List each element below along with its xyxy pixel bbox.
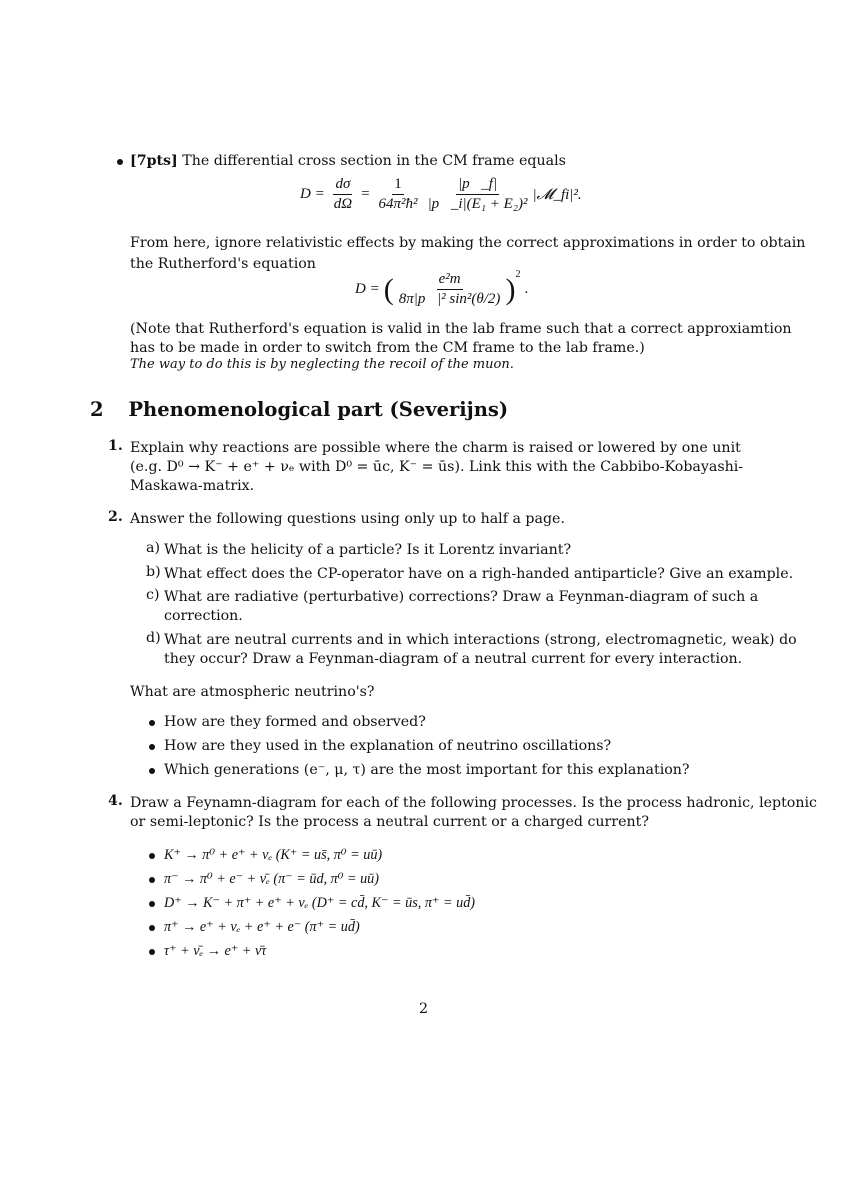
q1-number: 1. bbox=[108, 438, 123, 454]
eq2-left-paren: ( bbox=[383, 272, 394, 306]
q3-item: How are they formed and observed? bbox=[164, 714, 426, 730]
bullet bbox=[149, 901, 155, 907]
eq2-D: D = bbox=[355, 281, 380, 297]
eq1-one: 1 bbox=[392, 176, 404, 195]
q2d-line2: they occur? Draw a Feynman-diagram of a neutral current for every interaction. bbox=[164, 651, 743, 667]
cross-section-equation bbox=[300, 176, 582, 213]
q2c-line2: correction. bbox=[164, 608, 243, 624]
bullet bbox=[149, 925, 155, 931]
intro-line3: the Rutherford's equation bbox=[130, 256, 316, 272]
note-line1: (Note that Rutherford's equation is valid in the lab frame such that a correct approxiamtion bbox=[130, 321, 792, 337]
q3-item: Which generations (e⁻, μ, τ) are the most important for this explanation? bbox=[164, 762, 690, 778]
eq2-exponent: 2 bbox=[515, 269, 521, 280]
eq1-equals: = bbox=[361, 186, 370, 202]
q4-line2: or semi-leptonic? Is the process a neutral current or a charged current? bbox=[130, 814, 649, 830]
note-line3: The way to do this is by neglecting the recoil of the muon. bbox=[130, 357, 514, 372]
intro-line bbox=[130, 151, 566, 172]
points-tag: [7pts] bbox=[130, 153, 178, 169]
q1-line3: Maskawa-matrix. bbox=[130, 478, 255, 494]
eq1-pden: |p⃗_i|(E₁ + E₂)² bbox=[427, 196, 528, 212]
eq1-D: D = bbox=[300, 186, 325, 202]
bullet bbox=[149, 744, 155, 750]
section-number: 2 bbox=[90, 398, 104, 421]
q1-line2: (e.g. D⁰ → K⁻ + e⁺ + νₑ with D⁰ = ūc, K⁻ = ūs). Link this with the Cabbibo-Kobayashi- bbox=[130, 459, 744, 475]
eq1-prefactor-den: 64π²ħ² bbox=[378, 196, 418, 212]
eq1-prefactor bbox=[377, 176, 420, 213]
eq1-dsigma: dσ bbox=[333, 176, 352, 195]
q1-line1: Explain why reactions are possible where the charm is raised or lowered by one unit bbox=[130, 440, 741, 456]
bullet bbox=[149, 768, 155, 774]
eq1-dOmega: dΩ bbox=[333, 196, 353, 212]
intro-line2: From here, ignore relativistic effects by making the correct approximations in order to obtain bbox=[130, 235, 806, 251]
q2a-label: a) bbox=[146, 540, 160, 556]
intro-text: The differential cross section in the CM frame equals bbox=[177, 153, 566, 169]
eq2-dot: . bbox=[524, 281, 529, 297]
q2c-label: c) bbox=[146, 587, 160, 603]
q2-line1: Answer the following questions using only up to half a page. bbox=[130, 511, 565, 527]
process-item: π⁺ → e⁺ + νₑ + e⁺ + e⁻ (π⁺ = ud̄) bbox=[164, 919, 360, 935]
page-number: 2 bbox=[419, 1001, 429, 1017]
bullet bbox=[149, 949, 155, 955]
bullet bbox=[149, 720, 155, 726]
eq1-matrix-element: |𝓜_fi|². bbox=[532, 186, 582, 203]
q4-number: 4. bbox=[108, 793, 123, 809]
q3-line1: What are atmospheric neutrino's? bbox=[130, 684, 375, 700]
eq1-pf: |p⃗_f| bbox=[456, 176, 499, 195]
rutherford-equation bbox=[355, 271, 528, 308]
process-item: π⁻ → π⁰ + e⁻ + ν̄ₑ (π⁻ = ūd, π⁰ = uū) bbox=[164, 871, 380, 887]
q2b-text: What effect does the CP-operator have on a righ-handed antiparticle? Give an example. bbox=[164, 566, 794, 582]
eq1-dsigma-dOmega bbox=[332, 176, 354, 213]
eq2-den: 8π|p⃗|² sin²(θ/2) bbox=[398, 291, 501, 307]
q4-line1: Draw a Feynamn-diagram for each of the following processes. Is the process hadronic, leptonic bbox=[130, 795, 817, 811]
note-line2: has to be made in order to switch from the CM frame to the lab frame.) bbox=[130, 340, 645, 356]
section-title: Phenomenological part (Severijns) bbox=[128, 398, 509, 421]
section-heading bbox=[90, 398, 508, 421]
bullet bbox=[149, 853, 155, 859]
process-item: D⁺ → K⁻ + π⁺ + e⁺ + νₑ (D⁺ = cd̄, K⁻ = ūs, π⁺ = ud̄) bbox=[164, 895, 476, 911]
bullet bbox=[117, 159, 123, 165]
eq2-num: e²m bbox=[437, 271, 463, 290]
q2b-label: b) bbox=[146, 564, 161, 580]
process-item: τ⁺ + ν̄ₑ → e⁺ + ν̄τ bbox=[164, 943, 267, 959]
q2c-line1: What are radiative (perturbative) corrections? Draw a Feynman-diagram of such a bbox=[164, 589, 759, 605]
q2d-line1: What are neutral currents and in which interactions (strong, electromagnetic, weak) do bbox=[164, 632, 797, 648]
eq2-right-paren: ) bbox=[505, 272, 516, 306]
q2d-label: d) bbox=[146, 630, 161, 646]
eq2-fraction bbox=[397, 271, 503, 308]
q2a-text: What is the helicity of a particle? Is it Lorentz invariant? bbox=[164, 542, 572, 558]
process-item: K⁺ → π⁰ + e⁺ + νₑ (K⁺ = us̄, π⁰ = uū) bbox=[164, 847, 383, 863]
eq1-momentum-ratio bbox=[426, 176, 530, 213]
q3-item: How are they used in the explanation of neutrino oscillations? bbox=[164, 738, 612, 754]
q2-number: 2. bbox=[108, 509, 123, 525]
bullet bbox=[149, 877, 155, 883]
